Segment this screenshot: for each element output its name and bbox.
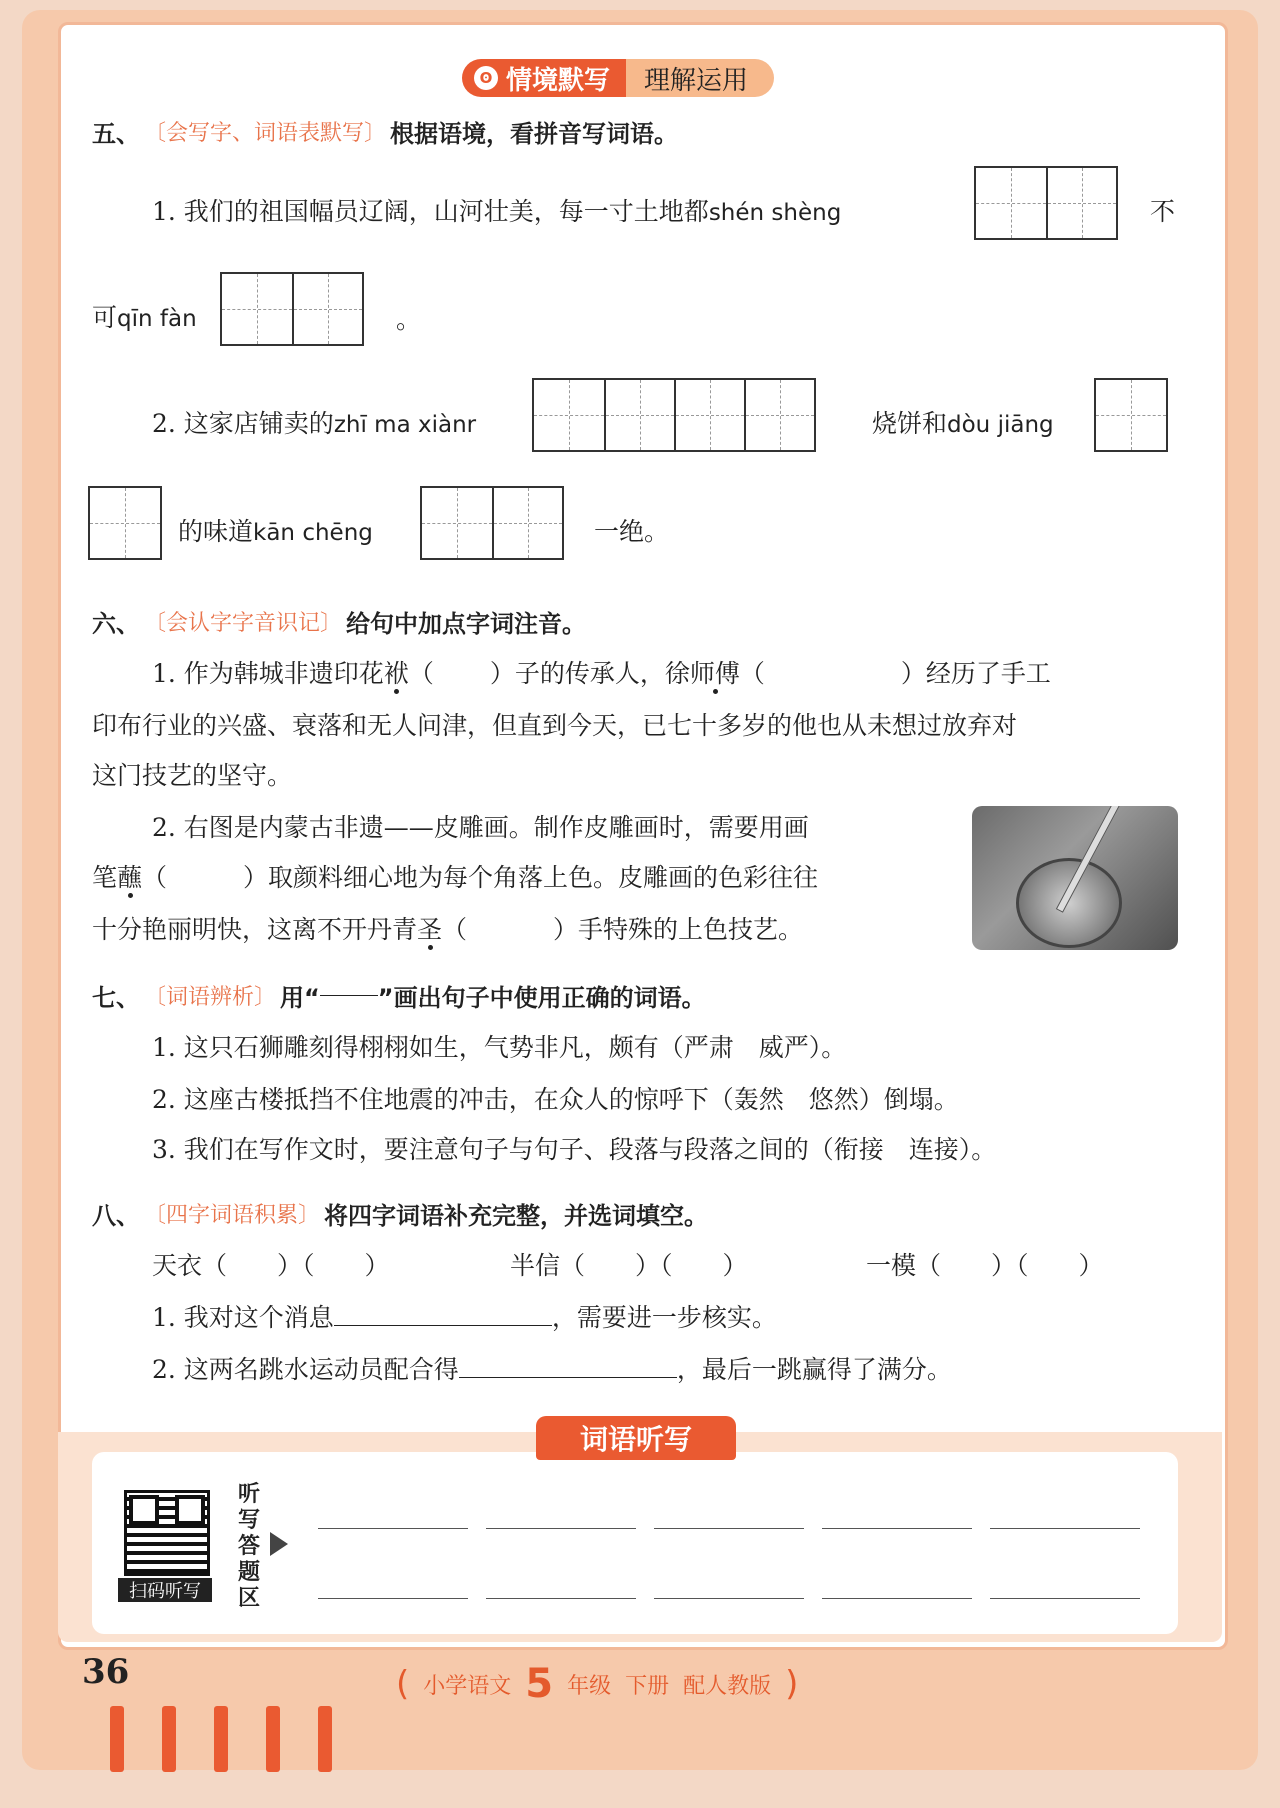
underline-sample bbox=[320, 995, 378, 996]
dictation-line[interactable] bbox=[654, 1598, 804, 1599]
q5-1-end: 。 bbox=[396, 305, 422, 334]
header-tab-secondary: 理解运用 bbox=[626, 59, 774, 97]
left-paren-icon: ( bbox=[396, 1664, 410, 1704]
qr-label: 扫码听写 bbox=[118, 1578, 212, 1602]
q7-1[interactable]: 1. 这只石狮雕刻得栩栩如生，气势非凡，颇有（严肃 威严）。 bbox=[152, 1033, 847, 1062]
q5-2-line2: 的味道kān chēng bbox=[178, 517, 373, 546]
q6-2-line3: 十分艳丽明快，这离不开丹青圣（ ）手特殊的上色技艺。 bbox=[92, 915, 804, 944]
dictation-line[interactable] bbox=[654, 1528, 804, 1529]
idiom-yimo[interactable]: 一模（ ）（ ） bbox=[866, 1251, 1104, 1280]
section-8-title: 八、 〔四字词语积累〕 将四字词语补充完整，并选词填空。 bbox=[92, 1202, 709, 1230]
q5-2-mid: 烧饼和dòu jiāng bbox=[872, 409, 1054, 438]
dictation-line[interactable] bbox=[822, 1598, 972, 1599]
q8-2: 2. 这两名跳水运动员配合得 ，最后一跳赢得了满分。 bbox=[152, 1355, 952, 1384]
dictation-line[interactable] bbox=[318, 1598, 468, 1599]
dictation-line[interactable] bbox=[486, 1598, 636, 1599]
stripe bbox=[318, 1706, 332, 1772]
q8-2-blank[interactable] bbox=[459, 1377, 677, 1378]
q6-2-line1: 2. 右图是内蒙古非遗——皮雕画。制作皮雕画时，需要用画 bbox=[152, 813, 809, 842]
play-arrow-icon bbox=[270, 1532, 288, 1556]
dictation-line[interactable] bbox=[990, 1528, 1140, 1529]
section-7-title: 七、 〔词语辨析〕 用“ ”画出句子中使用正确的词语。 bbox=[92, 984, 706, 1012]
q6-1-line1: 1. 作为韩城非遗印花袱（ ）子的传承人，徐师傅（ ）经历了手工 bbox=[152, 659, 1051, 688]
decorative-stripes bbox=[110, 1706, 360, 1786]
pig-icon: ʘ bbox=[474, 66, 498, 90]
idiom-tianyi[interactable]: 天衣（ ）（ ） bbox=[152, 1251, 390, 1280]
q6-1-line3: 这门技艺的坚守。 bbox=[92, 761, 293, 790]
q7-2[interactable]: 2. 这座古楼抵挡不住地震的冲击，在众人的惊呼下（轰然 悠然）倒塌。 bbox=[152, 1085, 959, 1114]
q8-1: 1. 我对这个消息 ，需要进一步核实。 bbox=[152, 1303, 777, 1332]
dictation-line[interactable] bbox=[486, 1528, 636, 1529]
q8-1-blank[interactable] bbox=[334, 1325, 552, 1326]
dictation-title: 词语听写 bbox=[536, 1416, 736, 1460]
answer-grid-doujiang-2[interactable] bbox=[88, 486, 162, 560]
answer-grid-qinfan[interactable] bbox=[220, 272, 364, 346]
dictation-area-label: 听 写 答 题 区 bbox=[237, 1482, 260, 1611]
answer-grid-kancheng[interactable] bbox=[420, 486, 564, 560]
q6-1-line2: 印布行业的兴盛、衰落和无人问津，但直到今天，已七十多岁的他也从未想过放弃对 bbox=[92, 711, 1018, 740]
leather-carving-photo bbox=[972, 806, 1178, 950]
stripe bbox=[162, 1706, 176, 1772]
idiom-banxin[interactable]: 半信（ ）（ ） bbox=[510, 1251, 748, 1280]
dictation-line[interactable] bbox=[822, 1528, 972, 1529]
dictation-line[interactable] bbox=[990, 1598, 1140, 1599]
q5-1-tail: 不 bbox=[1150, 197, 1176, 226]
q5-1-line1: 1. 我们的祖国幅员辽阔，山河壮美，每一寸土地都shén shèng bbox=[152, 197, 842, 226]
q5-2-end: 一绝。 bbox=[594, 517, 670, 546]
section-header bbox=[462, 58, 774, 98]
q5-1-line2: 可qīn fàn bbox=[92, 303, 197, 332]
section-5-title: 五、 〔会写字、词语表默写〕 根据语境，看拼音写词语。 bbox=[92, 120, 679, 148]
answer-grid-zhimaxianr[interactable] bbox=[532, 378, 816, 452]
dictation-line[interactable] bbox=[318, 1528, 468, 1529]
book-info: ( 小学语文 5 年级 下册 配人教版 ) bbox=[396, 1661, 799, 1707]
q6-2-line2: 笔蘸（ ）取颜料细心地为每个角落上色。皮雕画的色彩往往 bbox=[92, 863, 819, 892]
stripe bbox=[214, 1706, 228, 1772]
q5-2-line1: 2. 这家店铺卖的zhī ma xiànr bbox=[152, 409, 477, 438]
right-paren-icon: ) bbox=[785, 1664, 799, 1704]
section-6-title: 六、 〔会认字字音识记〕 给句中加点字词注音。 bbox=[92, 610, 587, 638]
q7-3[interactable]: 3. 我们在写作文时，要注意句子与句子、段落与段落之间的（衔接 连接）。 bbox=[152, 1135, 997, 1164]
stripe bbox=[266, 1706, 280, 1772]
header-tab-primary: ʘ 情境默写 bbox=[462, 59, 626, 97]
page-number: 36 bbox=[82, 1652, 130, 1692]
stripe bbox=[110, 1706, 124, 1772]
qr-code-icon[interactable] bbox=[124, 1490, 210, 1576]
carved-disc bbox=[1016, 858, 1122, 948]
answer-grid-doujiang-1[interactable] bbox=[1094, 378, 1168, 452]
answer-grid-shensheng[interactable] bbox=[974, 166, 1118, 240]
